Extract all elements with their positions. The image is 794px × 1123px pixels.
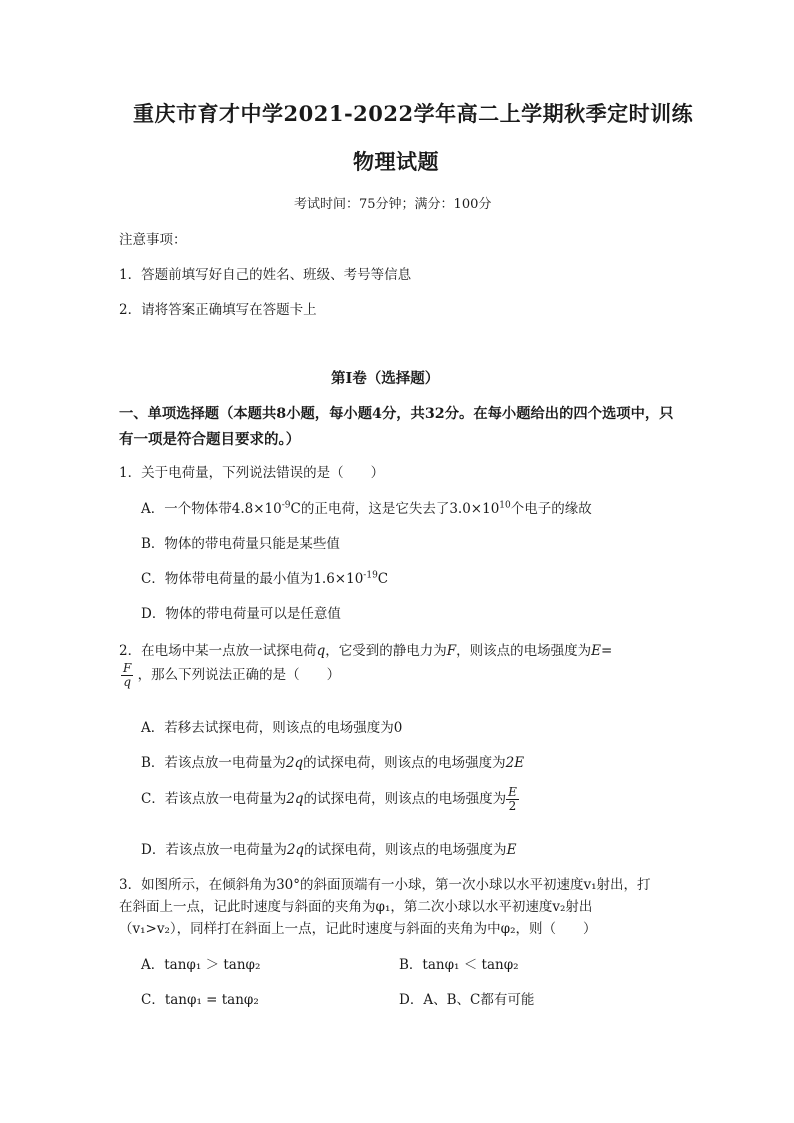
fraction-e-over-2: $\frac{E}{2}$ — [508, 785, 517, 813]
q3-stem-line-2: 在斜面上一点，记此时速度与斜面的夹角为φ₁，第二次小球以水平初速度v₂射出 — [119, 899, 593, 915]
q2-option-b: B．若该点放一电荷量为2q的试探电荷，则该点的电场强度为2E — [141, 755, 525, 771]
section-heading: 第I卷（选择题） — [331, 370, 440, 387]
title-line-2: 物理试题 — [353, 149, 439, 174]
q3-option-c: C．tanφ₁ = tanφ₂ — [141, 992, 259, 1008]
q2-option-c: C．若该点放一电荷量为2q的试探电荷，则该点的电场强度为 $\frac{E}{2}$ — [141, 785, 517, 813]
q1-stem: 1．关于电荷量，下列说法错误的是（ ） — [119, 465, 385, 481]
fraction-f-over-q: $\frac{F}{q}$ — [123, 661, 132, 689]
q3-stem-line-3: （v₁>v₂），同样打在斜面上一点，记此时速度与斜面的夹角为中φ₂，则（ ） — [119, 921, 597, 937]
part-heading-line-1: 一、单项选择题（本题共8小题，每小题4分，共32分。在每小题给出的四个选项中，只 — [119, 406, 674, 422]
q1-option-a: A．一个物体带$4.8\times 10^{-9}C$的正电荷，这是它失去了$3.0\times 10^{10}$个电子的缘故 — [141, 500, 592, 517]
part-heading-line-2: 有一项是符合题目要求的。） — [119, 431, 301, 448]
q3-option-b: B．tanφ₁ ＜ tanφ₂ — [399, 957, 519, 973]
q2-option-a: A．若移去试探电荷，则该点的电场强度为0 — [141, 720, 403, 736]
title-line-1: 重庆市育才中学2021-2022学年高二上学期秋季定时训练 — [133, 101, 694, 126]
q2-option-d: D．若该点放一电荷量为2q的试探电荷，则该点的电场强度为E — [141, 842, 517, 858]
q2-stem-line-2: $\frac{F}{q}$ ，那么下列说法正确的是（ ） — [123, 661, 341, 689]
q3-stem-line-1: 3．如图所示，在倾斜角为30°的斜面顶端有一小球，第一次小球以水平初速度v₁射出，打 — [119, 877, 651, 893]
note-item-1: 1．答题前填写好自己的姓名、班级、考号等信息 — [119, 267, 412, 283]
q1-option-c: C．物体带电荷量的最小值为$1.6\times 10^{-19}C$ — [141, 570, 389, 587]
q3-option-a: A．tanφ₁ ＞ tanφ₂ — [141, 957, 261, 973]
q2-stem-line-1: 2．在电场中某一点放一试探电荷q，它受到的静电力为F，则该点的电场强度为E= — [119, 643, 613, 659]
q1-option-d: D．物体的带电荷量可以是任意值 — [141, 606, 341, 622]
q3-option-d: D．A、B、C都有可能 — [399, 992, 535, 1008]
note-item-2: 2．请将答案正确填写在答题卡上 — [119, 302, 317, 318]
q1-option-b: B．物体的带电荷量只能是某些值 — [141, 536, 340, 552]
notes-heading: 注意事项： — [119, 232, 187, 248]
exam-info: 考试时间：75分钟；满分：100分 — [294, 197, 492, 212]
